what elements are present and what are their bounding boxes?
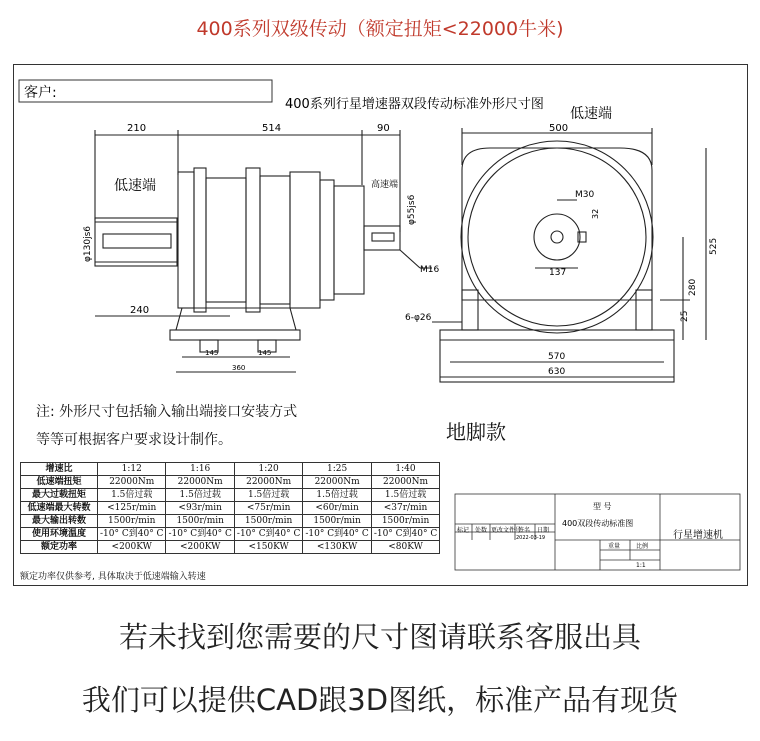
- dim-630: 630: [548, 367, 566, 377]
- side-low-speed-label: 低速端: [114, 178, 156, 194]
- spec-cell: 1.5倍过载: [98, 489, 166, 502]
- dim-514: 514: [262, 123, 282, 134]
- weight-label: 重量: [608, 543, 621, 550]
- spec-cell: 1.5倍过载: [303, 489, 371, 502]
- dim-280: 280: [688, 278, 698, 296]
- spec-cell: 1.5倍过载: [371, 489, 439, 502]
- spec-row: [21, 489, 440, 502]
- spec-cell: 1.5倍过载: [234, 489, 302, 502]
- dim-25: 25: [680, 310, 690, 322]
- spec-row: [21, 476, 440, 489]
- drawing-title: 400系列行星增速器双段传动标准外形尺寸图: [285, 97, 544, 112]
- tb-col5: 日期: [537, 527, 550, 534]
- spec-row: [21, 463, 440, 476]
- spec-cell: <93r/min: [166, 502, 234, 515]
- side-thread: M16: [420, 265, 440, 275]
- spec-row-label: 增速比: [21, 463, 98, 476]
- spec-cell: 1:25: [303, 463, 371, 476]
- end-view: [432, 128, 706, 382]
- spec-footnote: 额定功率仅供参考, 具体取决于低速端输入转速: [20, 572, 206, 582]
- note-line2: 等等可根据客户要求设计制作。: [36, 432, 232, 448]
- spec-row: [21, 515, 440, 528]
- tb-date: 2022-03-19: [516, 535, 546, 541]
- end-thread: M30: [575, 190, 595, 200]
- dim-137: 137: [549, 268, 567, 278]
- dim-525: 525: [709, 237, 719, 255]
- side-high-speed-label: 高速端: [371, 180, 399, 190]
- spec-row: [21, 528, 440, 541]
- customer-label: 客户:: [24, 85, 57, 101]
- spec-cell: 22000Nm: [98, 476, 166, 489]
- spec-cell: 1.5倍过载: [166, 489, 234, 502]
- spec-cell: 1500r/min: [234, 515, 302, 528]
- scale-label: 比例: [636, 543, 649, 550]
- tb-col2: 处数: [475, 527, 488, 534]
- dim-32: 32: [591, 208, 600, 219]
- spec-cell: -10° C到40° C: [303, 528, 371, 541]
- tb-col3: 更改文件号: [491, 527, 522, 534]
- dim-500: 500: [549, 123, 569, 134]
- shaft-high-dia: φ55js6: [407, 194, 417, 225]
- side-view: [95, 130, 432, 372]
- dim-570: 570: [548, 352, 566, 362]
- spec-cell: -10° C到40° C: [166, 528, 234, 541]
- spec-cell: 1500r/min: [166, 515, 234, 528]
- spec-row-label: 最大输出转数: [21, 515, 98, 528]
- spec-cell: -10° C到40° C: [98, 528, 166, 541]
- spec-cell: 1500r/min: [371, 515, 439, 528]
- spec-row: [21, 541, 440, 554]
- spec-row-label: 额定功率: [21, 541, 98, 554]
- footer-line2: 我们可以提供CAD跟3D图纸，标准产品有现货: [81, 683, 679, 717]
- spec-cell: 1:40: [371, 463, 439, 476]
- foot-label: 地脚款: [446, 420, 506, 444]
- spec-cell: -10° C到40° C: [371, 528, 439, 541]
- dim-90: 90: [377, 123, 390, 134]
- spec-table: [20, 462, 440, 554]
- spec-cell: 1500r/min: [303, 515, 371, 528]
- spec-cell: <37r/min: [371, 502, 439, 515]
- footer-line1: 若未找到您需要的尺寸图请联系客服出具: [118, 620, 641, 654]
- spec-cell: <130KW: [303, 541, 371, 554]
- dim-145a: 145: [205, 349, 219, 357]
- dim-145b: 145: [258, 349, 272, 357]
- dim-240: 240: [130, 305, 150, 316]
- dim-360: 360: [232, 364, 246, 372]
- spec-row-label: 低速端最大转数: [21, 502, 98, 515]
- spec-cell: 22000Nm: [234, 476, 302, 489]
- note-line1: 注: 外形尺寸包括输入输出端接口安装方式: [36, 404, 298, 420]
- spec-cell: 1:16: [166, 463, 234, 476]
- spec-cell: 1:12: [98, 463, 166, 476]
- product-name: 行星增速机: [673, 530, 723, 541]
- spec-cell: 1:20: [234, 463, 302, 476]
- model-label: 型 号: [593, 502, 612, 511]
- spec-row-label: 低速端扭矩: [21, 476, 98, 489]
- customer-box: [19, 80, 272, 102]
- end-low-speed-label: 低速端: [570, 106, 612, 122]
- spec-cell: <125r/min: [98, 502, 166, 515]
- spec-cell: <60r/min: [303, 502, 371, 515]
- spec-row: [21, 502, 440, 515]
- model-value: 400双段传动标准图: [562, 519, 634, 528]
- scale-value: 1:1: [636, 562, 646, 569]
- shaft-low-dia: φ130js6: [83, 225, 93, 262]
- tb-col4: 签名: [518, 527, 531, 534]
- spec-cell: 22000Nm: [371, 476, 439, 489]
- spec-cell: <200KW: [166, 541, 234, 554]
- spec-cell: 22000Nm: [303, 476, 371, 489]
- tb-col1: 标记: [457, 527, 470, 534]
- spec-cell: <200KW: [98, 541, 166, 554]
- spec-cell: -10° C到40° C: [234, 528, 302, 541]
- dim-210: 210: [127, 123, 147, 134]
- spec-cell: 22000Nm: [166, 476, 234, 489]
- spec-cell: <80KW: [371, 541, 439, 554]
- spec-cell: <150KW: [234, 541, 302, 554]
- page-title: 400系列双级传动（额定扭矩<22000牛米): [196, 18, 564, 40]
- holes: 6-φ26: [405, 313, 432, 323]
- spec-row-label: 最大过载扭矩: [21, 489, 98, 502]
- spec-row-label: 使用环境温度: [21, 528, 98, 541]
- spec-cell: 1500r/min: [98, 515, 166, 528]
- spec-cell: <75r/min: [234, 502, 302, 515]
